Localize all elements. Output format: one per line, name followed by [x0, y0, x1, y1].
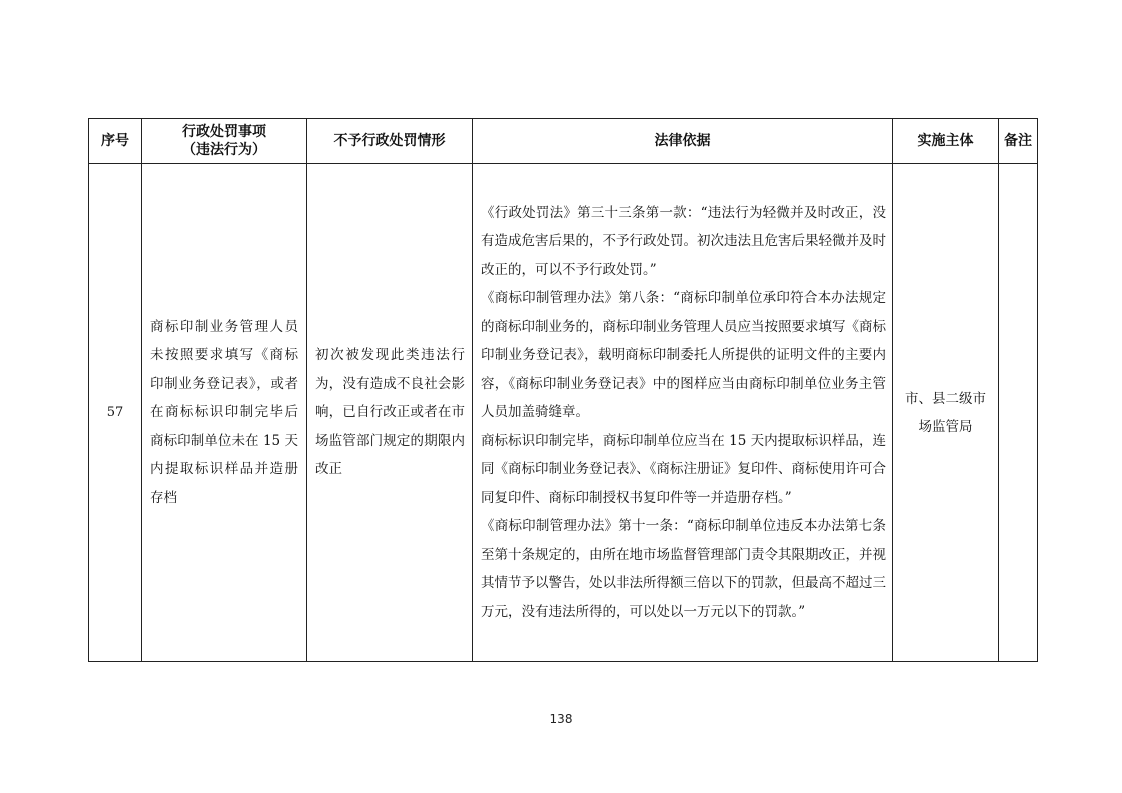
row-exemption [307, 164, 473, 662]
legal-basis-paragraph: 商标标识印制完毕，商标印制单位应当在 15 天内提取标识样品，连同《商标印制业务登记表》、《商标注册证》复印件、商标使用许可合同复印件、商标印制授权书复印件等一并造册存档。” [481, 432, 886, 506]
administrative-penalty-table [88, 118, 1038, 662]
row-remarks [999, 164, 1038, 662]
page-number: 138 [549, 712, 573, 726]
authority-line2: 场监管局 [918, 418, 973, 435]
legal-basis-paragraph: 《商标印制管理办法》第十一条：“商标印制单位违反本办法第七条至第十条规定的，由所在地市场监督管理部门责令其限期改正，并视其情节予以警告，处以非法所得额三倍以下的罚款，但最高不超过三万元，没有违法所得的，可以处以一万元以下的罚款。” [481, 518, 886, 620]
row-legal-basis [473, 164, 893, 662]
table-header-row [89, 119, 1038, 164]
header-violation-line2: （违法行为） [182, 142, 266, 158]
authority-line1: 市、县二级市 [905, 390, 986, 407]
header-index: 序号 [89, 119, 142, 164]
table-row [89, 164, 1038, 662]
header-violation-line1: 行政处罚事项 [182, 124, 266, 140]
legal-basis-paragraph: 《行政处罚法》第三十三条第一款：“违法行为轻微并及时改正，没有造成危害后果的，不予行政处罚。初次违法且危害后果轻微并及时改正的，可以不予行政处罚。” [481, 204, 886, 278]
legal-basis-paragraph: 《商标印制管理办法》第八条：“商标印制单位承印符合本办法规定的商标印制业务的，商标印制业务管理人员应当按照要求填写《商标印制业务登记表》，载明商标印制委托人所提供的证明文件的主要内容，《商标印制业务登记表》中的图样应当由商标印制单位业务主管人员加盖骑缝章。 [481, 290, 886, 421]
header-remarks: 备注 [999, 119, 1038, 164]
header-authority: 实施主体 [893, 119, 999, 164]
row-exemption-text: 初次被发现此类违法行为，没有造成不良社会影响，已自行改正或者在市场监管部门规定的期限内改正 [315, 347, 465, 478]
header-violation [142, 119, 307, 164]
row-authority [893, 164, 999, 662]
row-violation [142, 164, 307, 662]
row-index: 57 [89, 164, 142, 662]
row-violation-text: 商标印制业务管理人员未按照要求填写《商标印制业务登记表》，或者在商标标识印制完毕后商标印制单位未在 15 天内提取标识样品并造册存档 [150, 318, 298, 506]
header-legal-basis: 法律依据 [473, 119, 893, 164]
header-exemption: 不予行政处罚情形 [307, 119, 473, 164]
